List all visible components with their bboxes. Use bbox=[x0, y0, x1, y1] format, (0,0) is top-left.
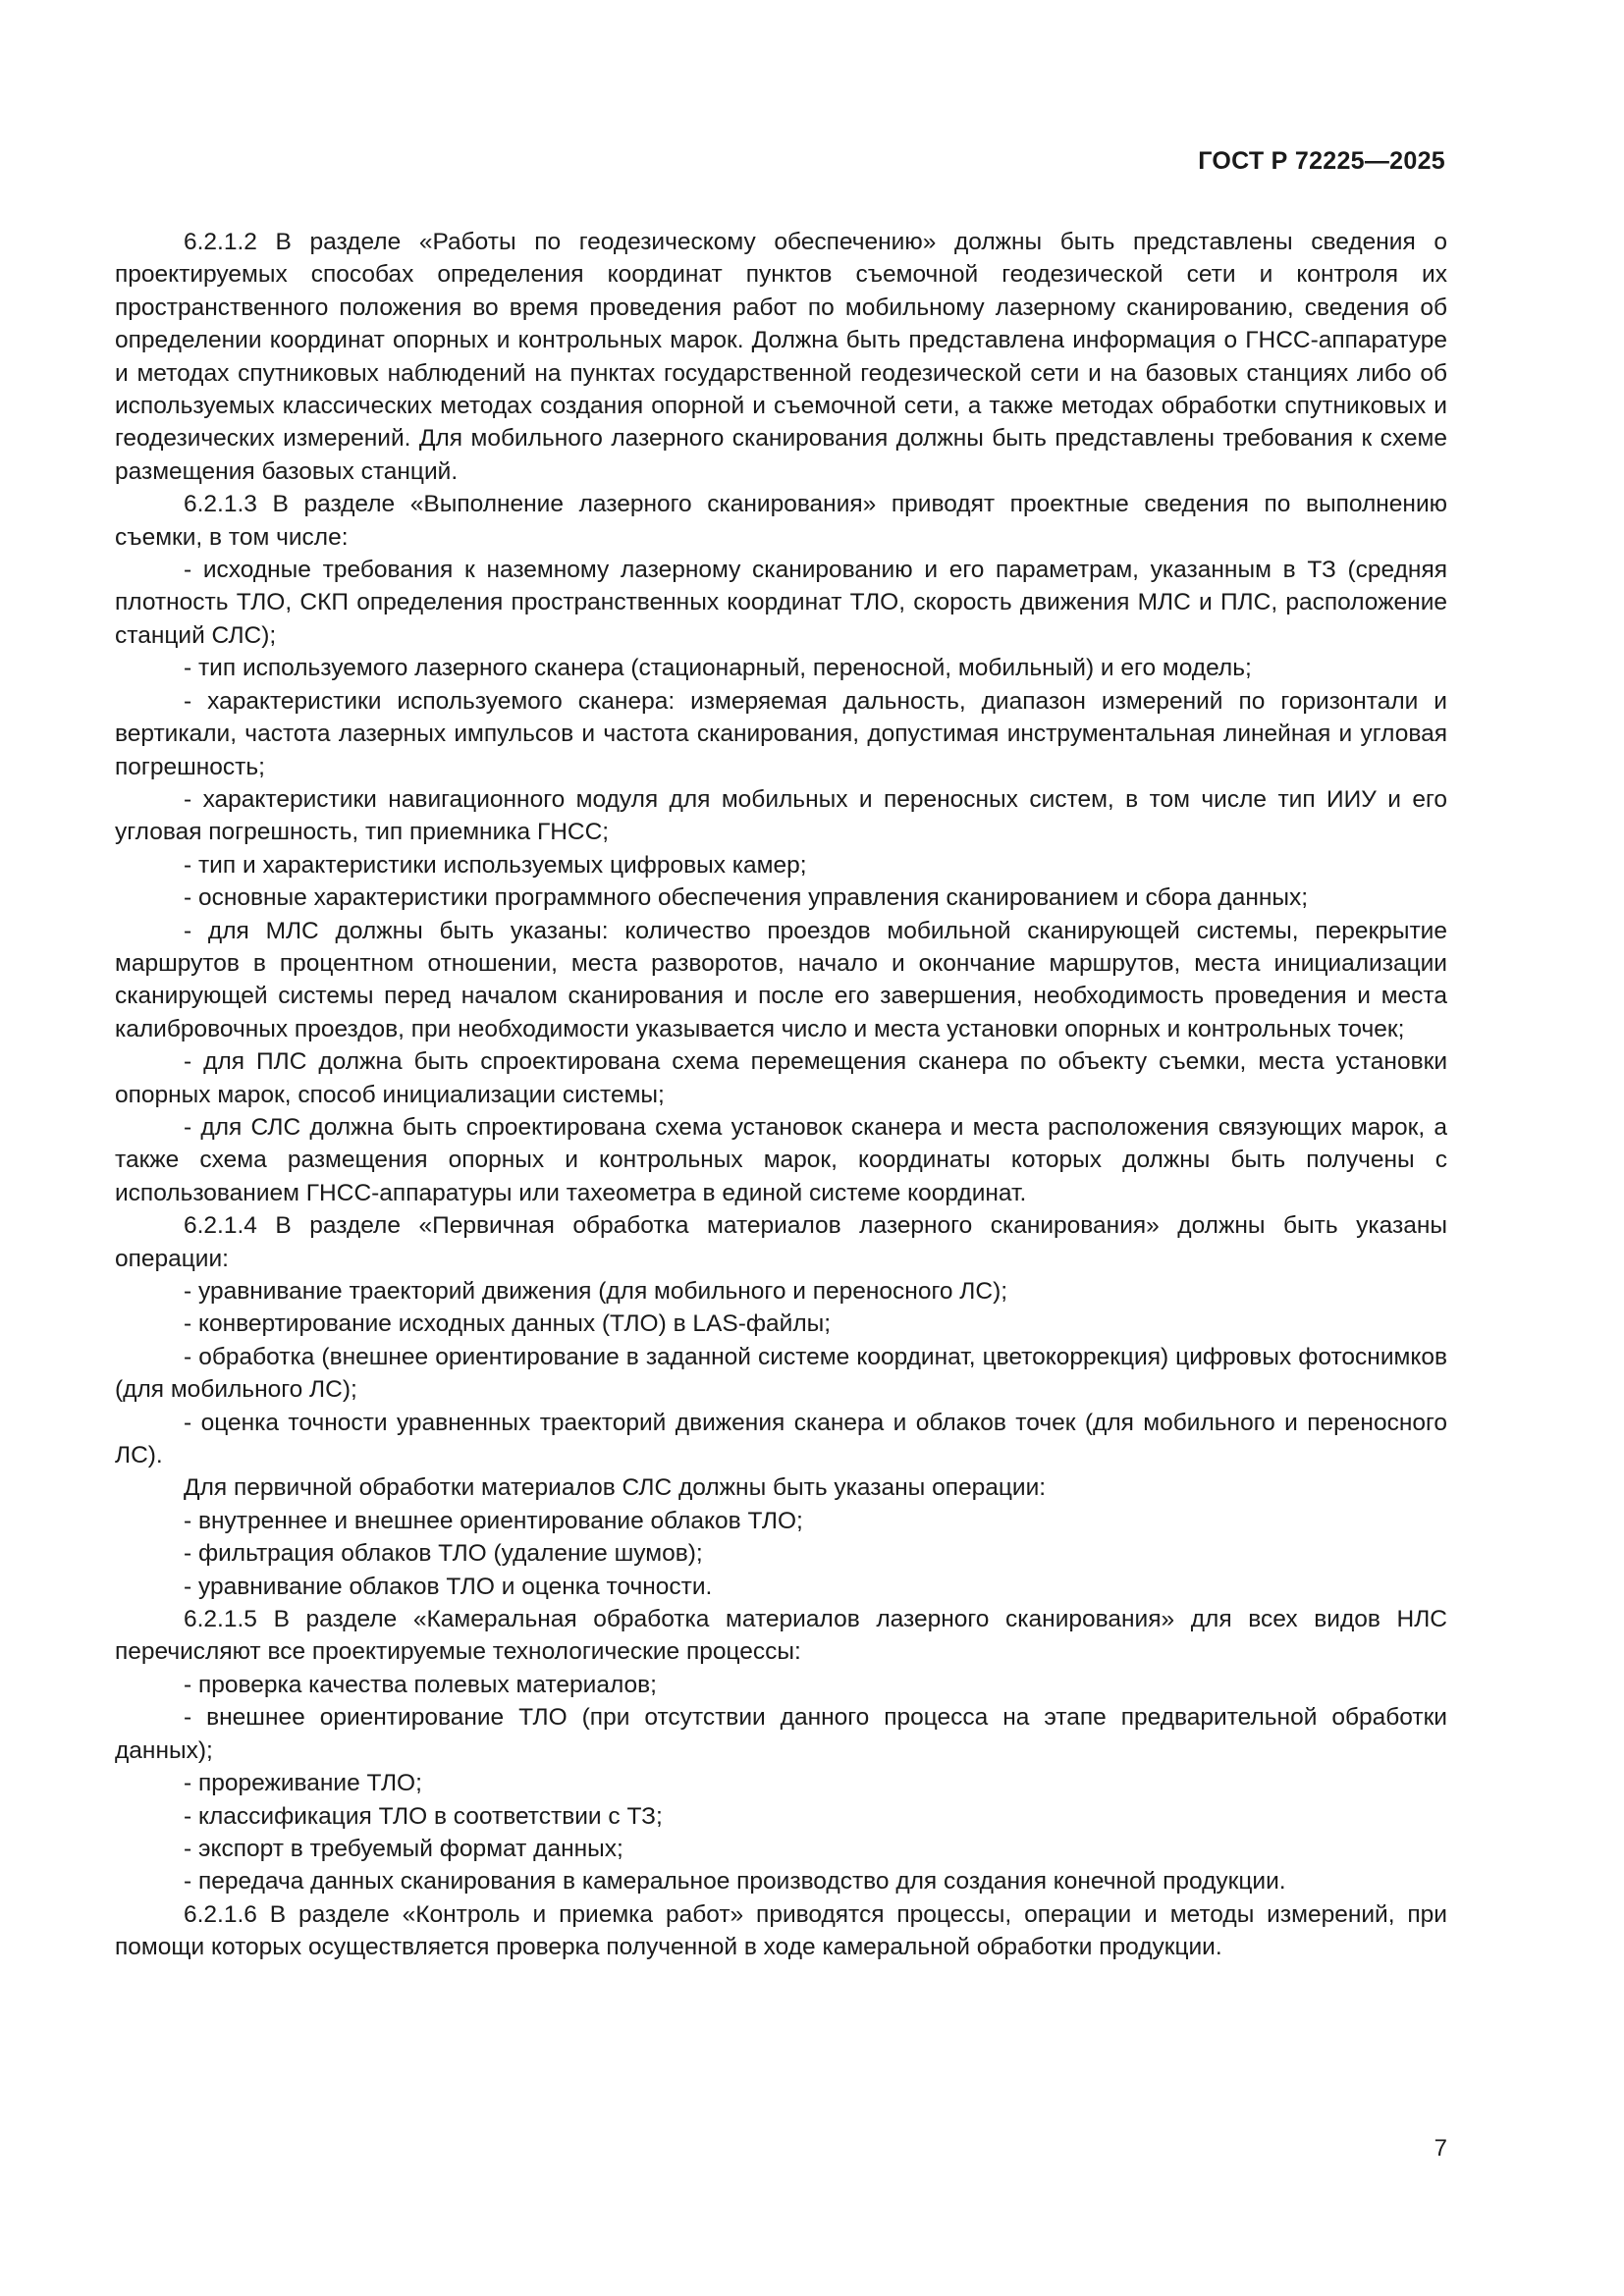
list-item: - прореживание ТЛО; bbox=[184, 1770, 422, 1797]
list-item: - классификация ТЛО в соответствии с ТЗ; bbox=[184, 1802, 663, 1830]
list-item: - фильтрация облаков ТЛО (удаление шумов); bbox=[184, 1540, 703, 1568]
paragraph-6-2-1-5: 6.2.1.5 В разделе «Камеральная обработка материалов лазерного сканирования» для всех видов НЛС перечисляют все проектируемые технологические процессы: bbox=[115, 1606, 1447, 1666]
list-item: - для СЛС должна быть спроектирована схема установок сканера и места расположения связующих марок, а также схема размещения опорных и контрольных марок, координаты которых должны быть получены с использованием ГНСС-аппаратуры или тахеометра в единой системе координат. bbox=[115, 1113, 1447, 1206]
list-item: - для ПЛС должна быть спроектирована схема перемещения сканера по объекту съемки, места установки опорных марок, способ инициализации системы; bbox=[115, 1048, 1447, 1108]
list-item: - уравнивание облаков ТЛО и оценка точности. bbox=[184, 1573, 713, 1600]
list-item: - тип используемого лазерного сканера (стационарный, переносной, мобильный) и его модель; bbox=[184, 655, 1252, 682]
list-item: - уравнивание траекторий движения (для мобильного и переносного ЛС); bbox=[184, 1278, 1008, 1305]
paragraph-6-2-1-3: 6.2.1.3 В разделе «Выполнение лазерного сканирования» приводят проектные сведения по выполнению съемки, в том числе: bbox=[115, 491, 1447, 551]
list-item: - передача данных сканирования в камеральное производство для создания конечной продукции. bbox=[184, 1868, 1286, 1896]
list-item: - тип и характеристики используемых цифровых камер; bbox=[184, 851, 807, 879]
list-item: - внутреннее и внешнее ориентирование облаков ТЛО; bbox=[184, 1507, 803, 1534]
list-item: - внешнее ориентирование ТЛО (при отсутствии данного процесса на этапе предварительной обработки данных); bbox=[115, 1704, 1447, 1764]
list-item: - экспорт в требуемый формат данных; bbox=[184, 1835, 623, 1862]
list-item: - оценка точности уравненных траекторий движения сканера и облаков точек (для мобильного и переносного ЛС). bbox=[115, 1409, 1447, 1469]
list-item: - для МЛС должны быть указаны: количество проездов мобильной сканирующей системы, перекрытие маршрутов в процентном отношении, места разворотов, начало и окончание маршрутов, места инициализации сканирующей системы перед началом сканирования и после его завершения, необходимость проведения и места калибровочных проездов, при необходимости указывается число и места установки опорных и контрольных точек; bbox=[115, 917, 1447, 1042]
paragraph-6-2-1-6: 6.2.1.6 В разделе «Контроль и приемка работ» приводятся процессы, операции и методы измерений, при помощи которых осуществляется проверка полученной в ходе камеральной обработки продукции. bbox=[115, 1900, 1447, 1961]
list-item: - характеристики навигационного модуля для мобильных и переносных систем, в том числе тип ИИУ и его угловая погрешность, тип приемника ГНСС; bbox=[115, 785, 1447, 846]
list-item: - обработка (внешнее ориентирование в заданной системе координат, цветокоррекция) цифровых фотоснимков (для мобильного ЛС); bbox=[115, 1343, 1447, 1404]
list-item: - конвертирование исходных данных (ТЛО) в LAS-файлы; bbox=[184, 1310, 832, 1338]
list-item: - исходные требования к наземному лазерному сканированию и его параметрам, указанным в ТЗ (средняя плотность ТЛО, СКП определения пространственных координат ТЛО, скорость движения МЛС и ПЛС, расположение станций СЛС); bbox=[115, 557, 1447, 649]
page-number: 7 bbox=[1434, 2135, 1447, 2162]
document-header bbox=[1198, 147, 1445, 176]
list-item: - основные характеристики программного обеспечения управления сканированием и сбора данных; bbox=[184, 884, 1309, 912]
paragraph-6-2-1-4: 6.2.1.4 В разделе «Первичная обработка материалов лазерного сканирования» должны быть указаны операции: bbox=[115, 1212, 1447, 1272]
standard-designation: ГОСТ Р 72225—2025 bbox=[1198, 147, 1445, 175]
document-body bbox=[115, 226, 1447, 1964]
list-item: - характеристики используемого сканера: измеряемая дальность, диапазон измерений по горизонтали и вертикали, частота лазерных импульсов и частота сканирования, допустимая инструментальная линейная и угловая погрешность; bbox=[115, 687, 1447, 780]
paragraph-6-2-1-2: 6.2.1.2 В разделе «Работы по геодезическому обеспечению» должны быть представлены сведения о проектируемых способах определения координат пунктов съемочной геодезической сети и контроля их пространственного положения во время проведения работ по мобильному лазерному сканированию, сведения об определении координат опорных и контрольных марок. Должна быть представлена информация о ГНСС-аппаратуре и методах спутниковых наблюдений на пунктах государственной геодезической сети и на базовых станциях либо об используемых классических методах создания опорной и съемочной сети, а также методах обработки спутниковых и геодезических измерений. Для мобильного лазерного сканирования должны быть представлены требования к схеме размещения базовых станций. bbox=[115, 229, 1447, 485]
paragraph-sls-operations: Для первичной обработки материалов СЛС должны быть указаны операции: bbox=[184, 1474, 1047, 1502]
list-item: - проверка качества полевых материалов; bbox=[184, 1671, 657, 1698]
